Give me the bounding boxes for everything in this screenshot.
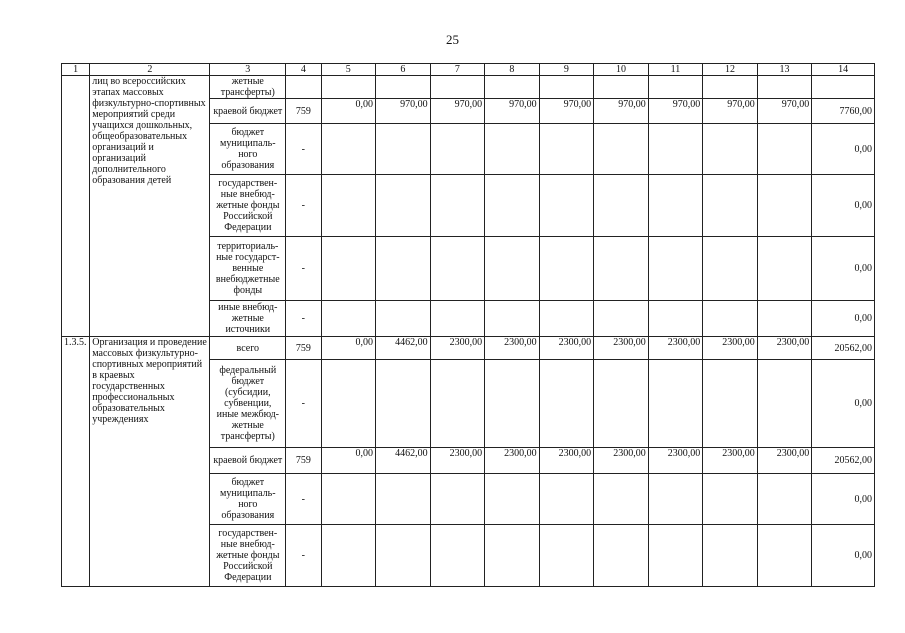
year-value xyxy=(321,175,376,237)
year-value xyxy=(648,237,703,301)
col-header: 3 xyxy=(210,64,286,76)
year-value xyxy=(703,474,758,525)
col-header: 11 xyxy=(648,64,703,76)
year-value: 2300,00 xyxy=(757,448,812,474)
year-value: 4462,00 xyxy=(376,448,431,474)
year-value xyxy=(485,301,540,337)
year-value xyxy=(594,301,649,337)
year-value xyxy=(757,237,812,301)
year-value xyxy=(430,124,485,175)
year-value xyxy=(539,301,594,337)
year-value: 970,00 xyxy=(757,99,812,124)
year-value xyxy=(594,474,649,525)
year-value: 970,00 xyxy=(376,99,431,124)
year-value: 0,00 xyxy=(321,448,376,474)
year-value xyxy=(703,124,758,175)
year-value xyxy=(757,301,812,337)
year-value: 2300,00 xyxy=(703,337,758,360)
funding-source: бюджет муниципаль-ного образования xyxy=(210,474,286,525)
total-value: 0,00 xyxy=(812,237,875,301)
year-value: 970,00 xyxy=(648,99,703,124)
budget-code: - xyxy=(286,301,321,337)
item-number: 1.3.5. xyxy=(62,337,90,587)
year-value xyxy=(594,76,649,99)
table-row xyxy=(62,337,875,360)
col-header: 6 xyxy=(376,64,431,76)
col-header: 2 xyxy=(90,64,210,76)
year-value xyxy=(376,237,431,301)
year-value xyxy=(430,525,485,587)
year-value xyxy=(321,76,376,99)
budget-code: - xyxy=(286,525,321,587)
year-value xyxy=(594,237,649,301)
year-value xyxy=(757,360,812,448)
year-value xyxy=(757,474,812,525)
year-value xyxy=(321,360,376,448)
year-value xyxy=(703,76,758,99)
item-number xyxy=(62,76,90,337)
total-value: 0,00 xyxy=(812,525,875,587)
budget-code: - xyxy=(286,237,321,301)
budget-code: 759 xyxy=(286,99,321,124)
year-value xyxy=(485,124,540,175)
col-header: 14 xyxy=(812,64,875,76)
col-header: 7 xyxy=(430,64,485,76)
year-value xyxy=(539,525,594,587)
total-value: 0,00 xyxy=(812,175,875,237)
year-value xyxy=(594,175,649,237)
year-value xyxy=(321,237,376,301)
funding-source: государствен-ные внебюд-жетные фонды Российской Федерации xyxy=(210,175,286,237)
year-value xyxy=(376,301,431,337)
year-value: 2300,00 xyxy=(648,448,703,474)
year-value xyxy=(485,360,540,448)
column-header-row xyxy=(62,64,875,76)
year-value: 2300,00 xyxy=(594,337,649,360)
total-value: 20562,00 xyxy=(812,448,875,474)
year-value: 2300,00 xyxy=(648,337,703,360)
year-value xyxy=(757,76,812,99)
year-value xyxy=(648,124,703,175)
year-value: 2300,00 xyxy=(430,448,485,474)
table-row xyxy=(62,76,875,99)
funding-source: бюджет муниципаль-ного образования xyxy=(210,124,286,175)
col-header: 13 xyxy=(757,64,812,76)
funding-source: иные внебюд-жетные источники xyxy=(210,301,286,337)
year-value: 0,00 xyxy=(321,337,376,360)
year-value xyxy=(376,76,431,99)
year-value xyxy=(539,237,594,301)
col-header: 8 xyxy=(485,64,540,76)
year-value xyxy=(485,474,540,525)
year-value: 2300,00 xyxy=(539,448,594,474)
year-value: 2300,00 xyxy=(430,337,485,360)
total-value: 0,00 xyxy=(812,301,875,337)
year-value xyxy=(703,525,758,587)
funding-source: государствен-ные внебюд-жетные фонды Российской Федерации xyxy=(210,525,286,587)
year-value xyxy=(430,175,485,237)
total-value: 20562,00 xyxy=(812,337,875,360)
budget-code: 759 xyxy=(286,337,321,360)
item-title: Организация и проведение массовых физкультурно-спортивных мероприятий в краевых государственных профессиональных образовательных учреждениях xyxy=(90,337,210,587)
funding-source: краевой бюджет xyxy=(210,448,286,474)
year-value: 970,00 xyxy=(539,99,594,124)
year-value xyxy=(376,525,431,587)
year-value xyxy=(376,474,431,525)
year-value xyxy=(648,360,703,448)
year-value xyxy=(594,124,649,175)
col-header: 4 xyxy=(286,64,321,76)
total-value: 0,00 xyxy=(812,124,875,175)
year-value: 2300,00 xyxy=(594,448,649,474)
year-value xyxy=(648,76,703,99)
year-value xyxy=(430,360,485,448)
year-value xyxy=(430,474,485,525)
year-value xyxy=(757,525,812,587)
year-value: 2300,00 xyxy=(703,448,758,474)
year-value xyxy=(485,237,540,301)
year-value: 970,00 xyxy=(594,99,649,124)
budget-code xyxy=(286,76,321,99)
year-value xyxy=(648,301,703,337)
col-header: 1 xyxy=(62,64,90,76)
year-value xyxy=(757,175,812,237)
year-value: 970,00 xyxy=(485,99,540,124)
total-value: 0,00 xyxy=(812,360,875,448)
page-number: 25 xyxy=(446,32,459,47)
year-value xyxy=(539,124,594,175)
year-value xyxy=(539,360,594,448)
total-value xyxy=(812,76,875,99)
year-value: 4462,00 xyxy=(376,337,431,360)
year-value xyxy=(703,175,758,237)
col-header: 9 xyxy=(539,64,594,76)
year-value xyxy=(376,360,431,448)
year-value xyxy=(430,76,485,99)
year-value xyxy=(703,301,758,337)
year-value: 2300,00 xyxy=(757,337,812,360)
budget-code: - xyxy=(286,124,321,175)
year-value xyxy=(430,301,485,337)
funding-source: территориаль-ные государст-венные внебюджетные фонды xyxy=(210,237,286,301)
year-value xyxy=(703,237,758,301)
funding-source: жетные трансферты) xyxy=(210,76,286,99)
year-value xyxy=(539,76,594,99)
total-value: 7760,00 xyxy=(812,99,875,124)
year-value xyxy=(539,175,594,237)
budget-code: - xyxy=(286,474,321,525)
year-value xyxy=(539,474,594,525)
year-value xyxy=(648,175,703,237)
budget-code: 759 xyxy=(286,448,321,474)
year-value: 0,00 xyxy=(321,99,376,124)
year-value xyxy=(594,525,649,587)
year-value xyxy=(376,175,431,237)
year-value: 2300,00 xyxy=(485,337,540,360)
year-value xyxy=(594,360,649,448)
funding-source: федеральный бюджет (субсидии, субвенции, иные межбюд-жетные трансферты) xyxy=(210,360,286,448)
year-value: 2300,00 xyxy=(485,448,540,474)
budget-table xyxy=(61,63,875,587)
funding-source: всего xyxy=(210,337,286,360)
year-value xyxy=(321,301,376,337)
year-value xyxy=(376,124,431,175)
funding-source: краевой бюджет xyxy=(210,99,286,124)
year-value xyxy=(321,474,376,525)
budget-code: - xyxy=(286,175,321,237)
year-value xyxy=(485,175,540,237)
year-value xyxy=(321,525,376,587)
year-value xyxy=(757,124,812,175)
col-header: 5 xyxy=(321,64,376,76)
year-value xyxy=(430,237,485,301)
year-value xyxy=(321,124,376,175)
year-value xyxy=(703,360,758,448)
year-value xyxy=(648,474,703,525)
year-value xyxy=(485,525,540,587)
year-value: 970,00 xyxy=(430,99,485,124)
year-value: 2300,00 xyxy=(539,337,594,360)
col-header: 12 xyxy=(703,64,758,76)
item-title: лиц во всероссийских этапах массовых физкультурно-спортивных мероприятий среди учащихся дошкольных, общеобразовательных организаций и организаций дополнительного образования детей xyxy=(90,76,210,337)
col-header: 10 xyxy=(594,64,649,76)
year-value xyxy=(485,76,540,99)
total-value: 0,00 xyxy=(812,474,875,525)
year-value: 970,00 xyxy=(703,99,758,124)
year-value xyxy=(648,525,703,587)
budget-code: - xyxy=(286,360,321,448)
